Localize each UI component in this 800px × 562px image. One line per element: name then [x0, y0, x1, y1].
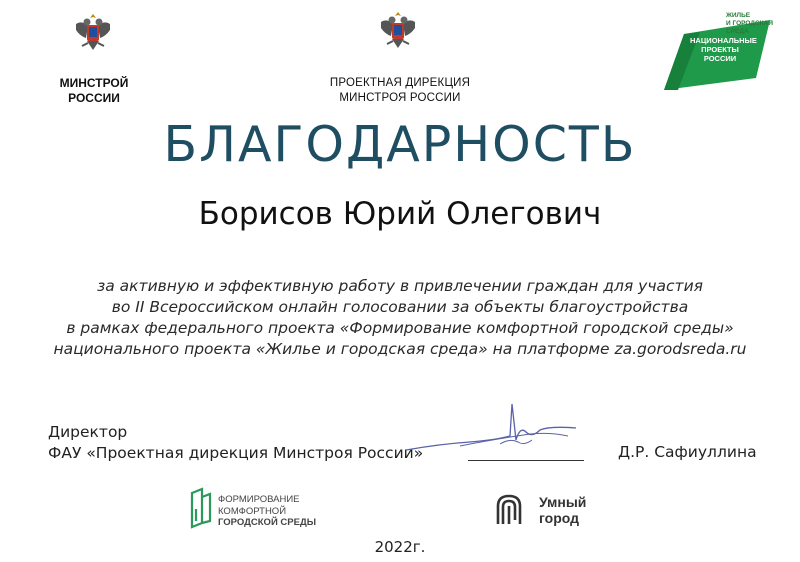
signer-position-line-1: Директор — [48, 423, 128, 441]
smart-city-line-2: город — [539, 510, 580, 526]
handwritten-signature-icon — [400, 400, 580, 470]
pd-line-1: ПРОЕКТНАЯ ДИРЕКЦИЯ — [329, 77, 471, 89]
smart-city-logo-text — [539, 494, 586, 526]
smart-city-fingerprint-icon — [492, 490, 526, 528]
minstroy-line-2: РОССИИ — [68, 91, 120, 105]
project-directorate-logo-text — [290, 76, 510, 106]
certificate-year: 2022г. — [374, 538, 426, 556]
reason-line-2: во II Всероссийском онлайн голосовании за объекты благоустройства — [111, 298, 689, 316]
minstroy-line-1: МИНСТРОЙ — [59, 76, 129, 90]
np-caption-line-2: И ГОРОДСКАЯ СРЕДА — [726, 20, 774, 35]
minstroy-emblem-icon — [70, 10, 116, 56]
reason-line-3: в рамках федерального проекта «Формирование комфортной городской среды» — [66, 319, 734, 337]
certificate-title: БЛАГОДАРНОСТЬ — [163, 116, 637, 173]
smart-city-line-1: Умный — [539, 494, 587, 510]
fks-logo-icon — [188, 487, 214, 531]
fks-line-2: КОМФОРТНОЙ — [218, 505, 287, 517]
recipient-name: Борисов Юрий Олегович — [198, 196, 602, 232]
np-line-2: ПРОЕКТЫ — [701, 45, 739, 54]
reason-text — [20, 276, 780, 360]
national-projects-text — [690, 36, 757, 63]
minstroy-logo-text — [34, 76, 154, 106]
np-line-3: РОССИИ — [703, 54, 737, 63]
fks-line-1: ФОРМИРОВАНИЕ — [218, 494, 300, 505]
fks-logo-text — [218, 494, 338, 529]
np-line-1: НАЦИОНАЛЬНЫЕ — [690, 36, 757, 45]
signer-position — [48, 422, 423, 464]
reason-line-4: национального проекта «Жилье и городская среда» на платформе za.gorodsreda.ru — [53, 340, 747, 358]
reason-line-1: за активную и эффективную работу в привлечении граждан для участия — [97, 277, 703, 295]
project-directorate-emblem-icon — [375, 8, 421, 54]
fks-line-3: ГОРОДСКОЙ СРЕДЫ — [218, 517, 317, 528]
national-projects-caption — [726, 12, 786, 36]
signer-position-line-2: ФАУ «Проектная дирекция Минстроя России» — [48, 444, 424, 462]
np-caption-line-1: ЖИЛЬЕ — [726, 12, 751, 19]
pd-line-2: МИНСТРОЯ РОССИИ — [339, 92, 461, 104]
signer-name: Д.Р. Сафиуллина — [618, 443, 757, 461]
